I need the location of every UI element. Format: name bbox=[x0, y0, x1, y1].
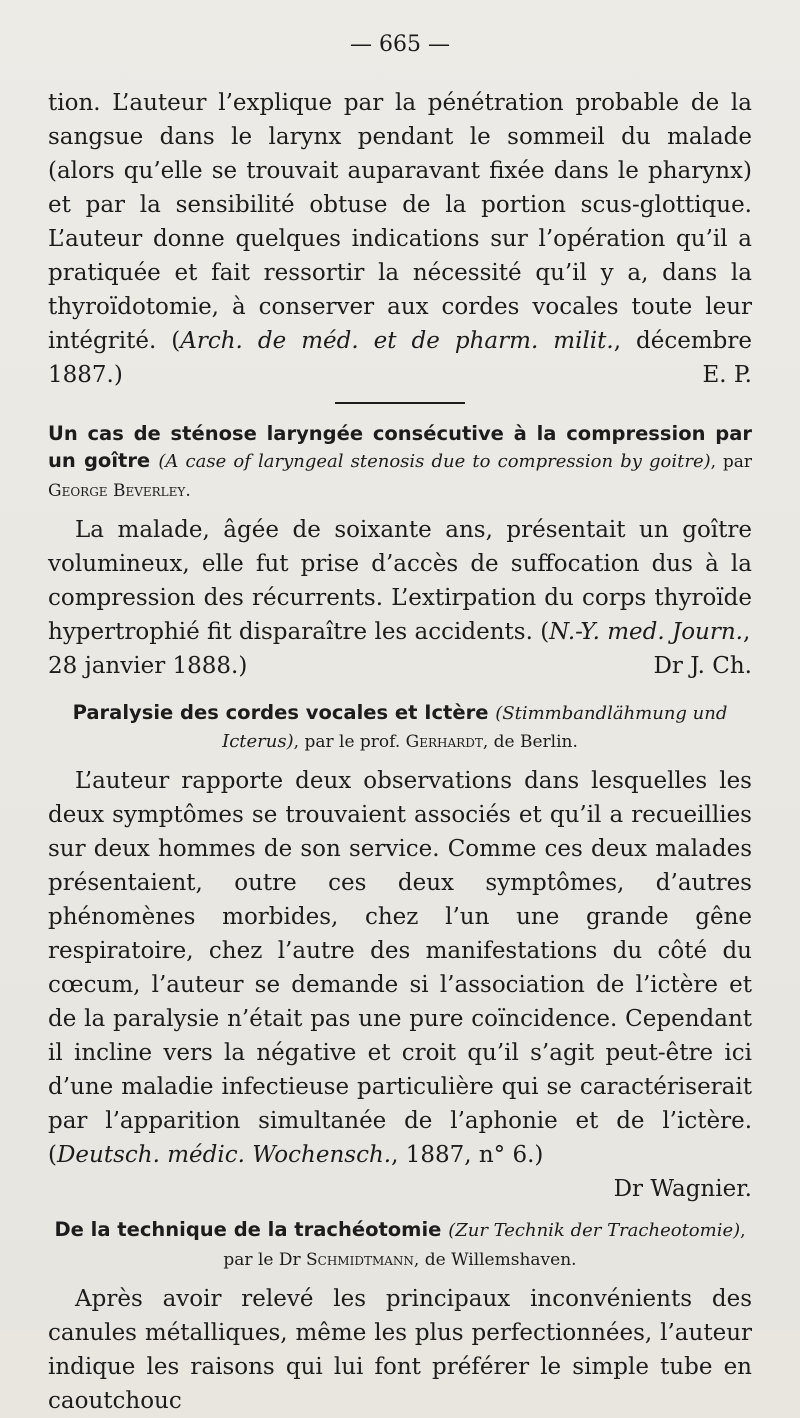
journal-reference: N.-Y. med. Journ. bbox=[549, 619, 743, 645]
article-text: La malade, âgée de soixante ans, présentait un goître volumineux, elle fut prise d’accès de suffocation dus à la compression des récurrents. L’extirpation du corps thyroïde hypertrophié fit disparaître les accidents. ( bbox=[48, 517, 752, 645]
reference-tail: , bbox=[743, 619, 751, 645]
section-divider bbox=[335, 402, 465, 404]
article-heading bbox=[48, 1216, 752, 1274]
article-heading bbox=[48, 699, 752, 756]
article-translation: (Zur Technik der Tracheotomie) bbox=[448, 1220, 741, 1241]
article-translation: (A case of laryngeal stenosis due to compression by goitre) bbox=[158, 451, 711, 472]
article-translation: (Stimmbandlähmung und Icterus) bbox=[222, 703, 728, 752]
article-text: L’auteur rapporte deux observations dans lesquelles les deux symptômes se trouvaient associés et qu’il a recueillies sur deux hommes de son service. Comme ces deux malades présentaient, outre ces deux symptômes, d’autres phénomènes morbides, chez l’un une grande gêne respiratoire, chez l’autre des manifestations du côté du cœcum, l’auteur se demande si l’association de l’ictère et de la paralysie n’était pas une pure coïncidence. Cependant il incline vers la négative et croit qu’il s’agit peut-être ici d’une maladie infectieuse particulière qui se caractériserait par l’apparition simultanée de l’aphonie et de l’ictère. ( bbox=[48, 768, 752, 1168]
article-body bbox=[48, 764, 752, 1172]
byline-suffix: , de Berlin. bbox=[482, 732, 578, 752]
page-number: — 665 — bbox=[350, 32, 450, 57]
byline-prefix: , par le Dr bbox=[223, 1221, 746, 1270]
reference-tail: , décembre 1887.) bbox=[48, 328, 753, 388]
signature: Dr J. Ch. bbox=[653, 653, 752, 679]
article-body bbox=[48, 1282, 752, 1418]
article-author: Gerhardt bbox=[405, 732, 483, 752]
byline-suffix: , de Willemshaven. bbox=[413, 1250, 577, 1270]
article-body bbox=[48, 513, 752, 649]
article-title: De la technique de la trachéotomie bbox=[54, 1218, 442, 1241]
article-title: Un cas de sténose laryngée consécutive à la compression par un goître bbox=[48, 422, 752, 472]
signature: E. P. bbox=[702, 362, 752, 388]
signature: Dr Wagnier. bbox=[613, 1176, 752, 1202]
article-text: Après avoir relevé les principaux inconvénients des canules métalliques, même les plus perfectionnées, l’auteur indique les raisons qui lui font préférer le simple tube en caoutchouc bbox=[48, 1286, 752, 1414]
date-signature-line bbox=[48, 649, 752, 683]
byline-suffix: . bbox=[185, 481, 191, 501]
paragraph-continuation bbox=[48, 86, 752, 392]
article-author: George Beverley bbox=[48, 481, 186, 501]
byline-prefix: , par le prof. bbox=[293, 732, 406, 752]
article-heading bbox=[48, 420, 752, 505]
reference-tail: , 1887, n° 6.) bbox=[391, 1142, 544, 1168]
article-title: Paralysie des cordes vocales et Ictère bbox=[72, 701, 489, 724]
reference-date: 28 janvier 1888.) bbox=[48, 653, 248, 679]
journal-reference: Deutsch. médic. Wochensch. bbox=[56, 1142, 392, 1168]
article-author: Schmidtmann bbox=[306, 1250, 414, 1270]
journal-reference: Arch. de méd. et de pharm. milit. bbox=[180, 328, 614, 354]
paragraph-text: tion. L’auteur l’explique par la pénétration probable de la sangsue dans le larynx pendant le sommeil du malade (alors qu’elle se trouvait auparavant fixée dans le pharynx) et par la sensibilité obtuse de la portion scus-glottique. L’auteur donne quelques indications sur l’opération qu’il a pratiquée et fait ressortir la nécessité qu’il y a, dans la thyroïdotomie, à conserver aux cordes vocales toute leur intégrité. ( bbox=[48, 90, 752, 354]
byline-prefix: , par bbox=[710, 452, 752, 472]
